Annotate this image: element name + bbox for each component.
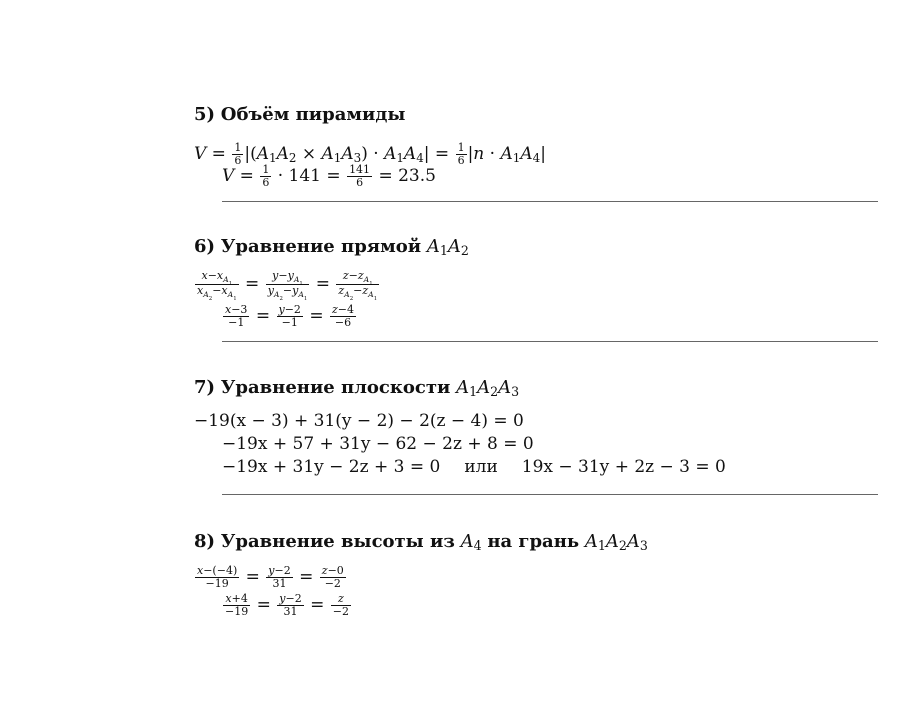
heading-number: 7) [194, 377, 216, 398]
heading-number: 8) [194, 531, 216, 552]
formula-line [222, 457, 726, 477]
section-divider [222, 201, 878, 202]
section-heading [194, 104, 405, 126]
formula-line: −19(x − 3) + 31(y − 2) − 2(z − 4) = 0 [194, 411, 524, 431]
heading-text: Уравнение высоты из [220, 531, 455, 552]
plane-equation-form-1: −19x + 31y − 2z + 3 = 0 [222, 457, 441, 477]
heading-number: 5) [194, 104, 216, 125]
connector-word: или [464, 457, 498, 477]
heading-text: Уравнение прямой [220, 236, 422, 257]
section-divider [222, 341, 878, 342]
formula-line: $\frac{x-x_{A_1}}{x_{A_2}-x_{A_1}}$ = $\frac{y-y_{A_1}}{y_{A_2}-y_{A_1}}$ = $\frac{z-z_{A_1}}{z_{A_2}-z_{A_1}}$ [197, 269, 378, 302]
formula-line: −19x + 57 + 31y − 62 − 2z + 8 = 0 [222, 434, 534, 454]
heading-number: 6) [194, 236, 216, 257]
formula-line: $\frac{x-(-4)}{-19}$ = $\frac{y-2}{31}$ = $\frac{z-0}{-2}$ [197, 564, 344, 590]
heading-text-2: на грань [487, 531, 580, 552]
formula-line: $\frac{x-3}{-1}$ = $\frac{y-2}{-1}$ = $\frac{z-4}{-6}$ [225, 303, 355, 329]
section-heading: 6) Уравнение прямой $A_1A_2$ [194, 236, 469, 258]
plane-equation-form-2: 19x − 31y + 2z − 3 = 0 [521, 457, 726, 477]
section-divider [222, 494, 878, 495]
formula-line: V = $\frac{1}{6}$ $|(A_1A_2 \times A_1A_3) \cdot A_1A_4|$ = $\frac{1}{6}$ $|n \cdot A_1A_4|$ [194, 141, 546, 167]
formula-line: V = $\frac{1}{6}$ · 141 = $\frac{141}{6}$ = 23.5 [222, 163, 436, 189]
heading-text: Объём пирамиды [220, 104, 406, 125]
section-heading: 7) Уравнение плоскости $A_1A_2A_3$ [194, 377, 520, 399]
formula-line: $\frac{x+4}{-19}$ = $\frac{y-2}{31}$ = $\frac{z}{-2}$ [225, 592, 349, 618]
section-heading: 8) Уравнение высоты из $A_4$ на грань $A_1A_2A_3$ [194, 531, 648, 553]
heading-text: Уравнение плоскости [220, 377, 451, 398]
